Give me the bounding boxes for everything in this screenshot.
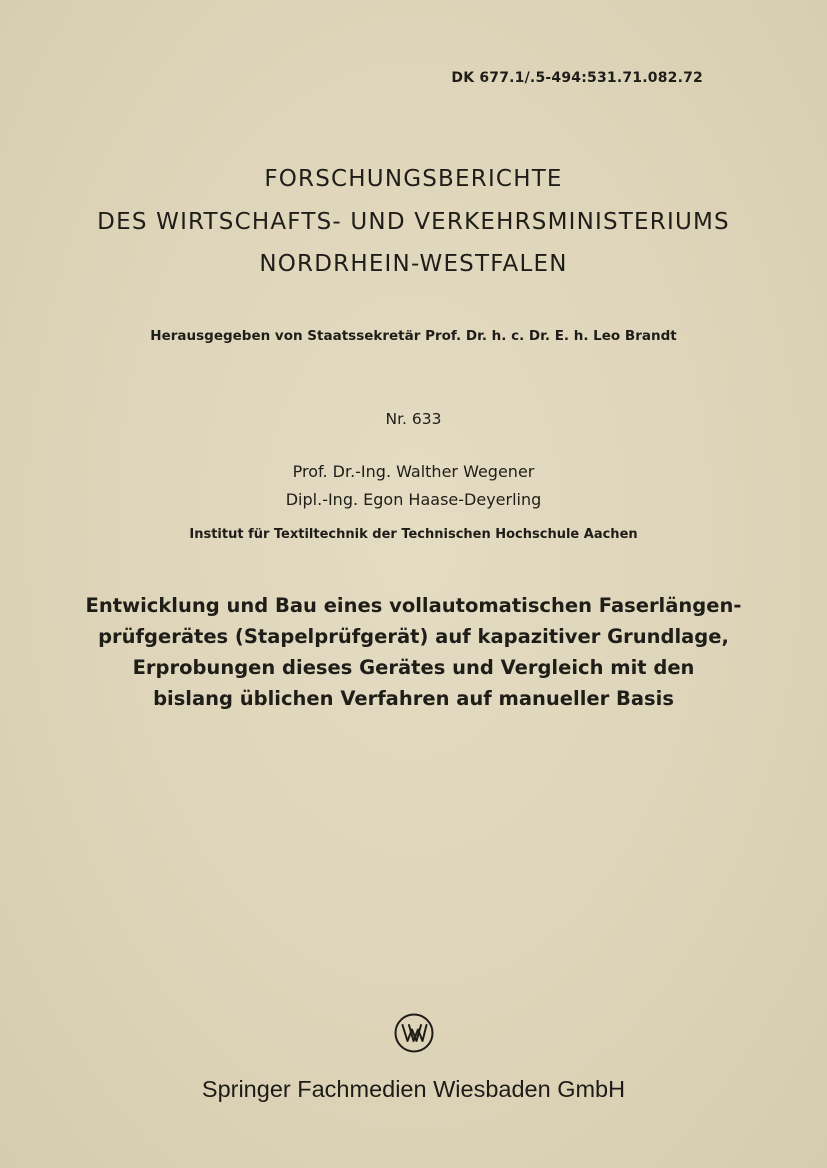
editor-line: Herausgegeben von Staatssekretär Prof. Dr. h. c. Dr. E. h. Leo Brandt xyxy=(150,328,677,344)
institute: Institut für Textiltechnik der Technischen Hochschule Aachen xyxy=(189,527,638,542)
springer-w-logo-icon xyxy=(393,1012,435,1054)
dk-classification: DK 677.1/.5-494:531.71.082.72 xyxy=(451,70,703,86)
publisher-name: Springer Fachmedien Wiesbaden GmbH xyxy=(201,1076,626,1102)
report-title-line-1: Entwicklung und Bau eines vollautomatischen Faserlängen- xyxy=(85,594,742,617)
series-title-line-2: DES WIRTSCHAFTS- UND VERKEHRSMINISTERIUMS xyxy=(97,209,730,235)
report-title-line-3: Erprobungen dieses Gerätes und Vergleich mit den xyxy=(132,656,695,679)
series-title-line-3: NORDRHEIN-WESTFALEN xyxy=(259,251,568,277)
report-number: Nr. 633 xyxy=(385,410,442,428)
series-title-line-1: FORSCHUNGSBERICHTE xyxy=(264,166,563,192)
author-2: Dipl.-Ing. Egon Haase-Deyerling xyxy=(285,490,542,509)
report-title-line-2: prüfgerätes (Stapelprüfgerät) auf kapazitiver Grundlage, xyxy=(98,625,729,648)
author-1: Prof. Dr.-Ing. Walther Wegener xyxy=(292,462,535,481)
report-title-line-4: bislang üblichen Verfahren auf manueller Basis xyxy=(153,687,674,710)
